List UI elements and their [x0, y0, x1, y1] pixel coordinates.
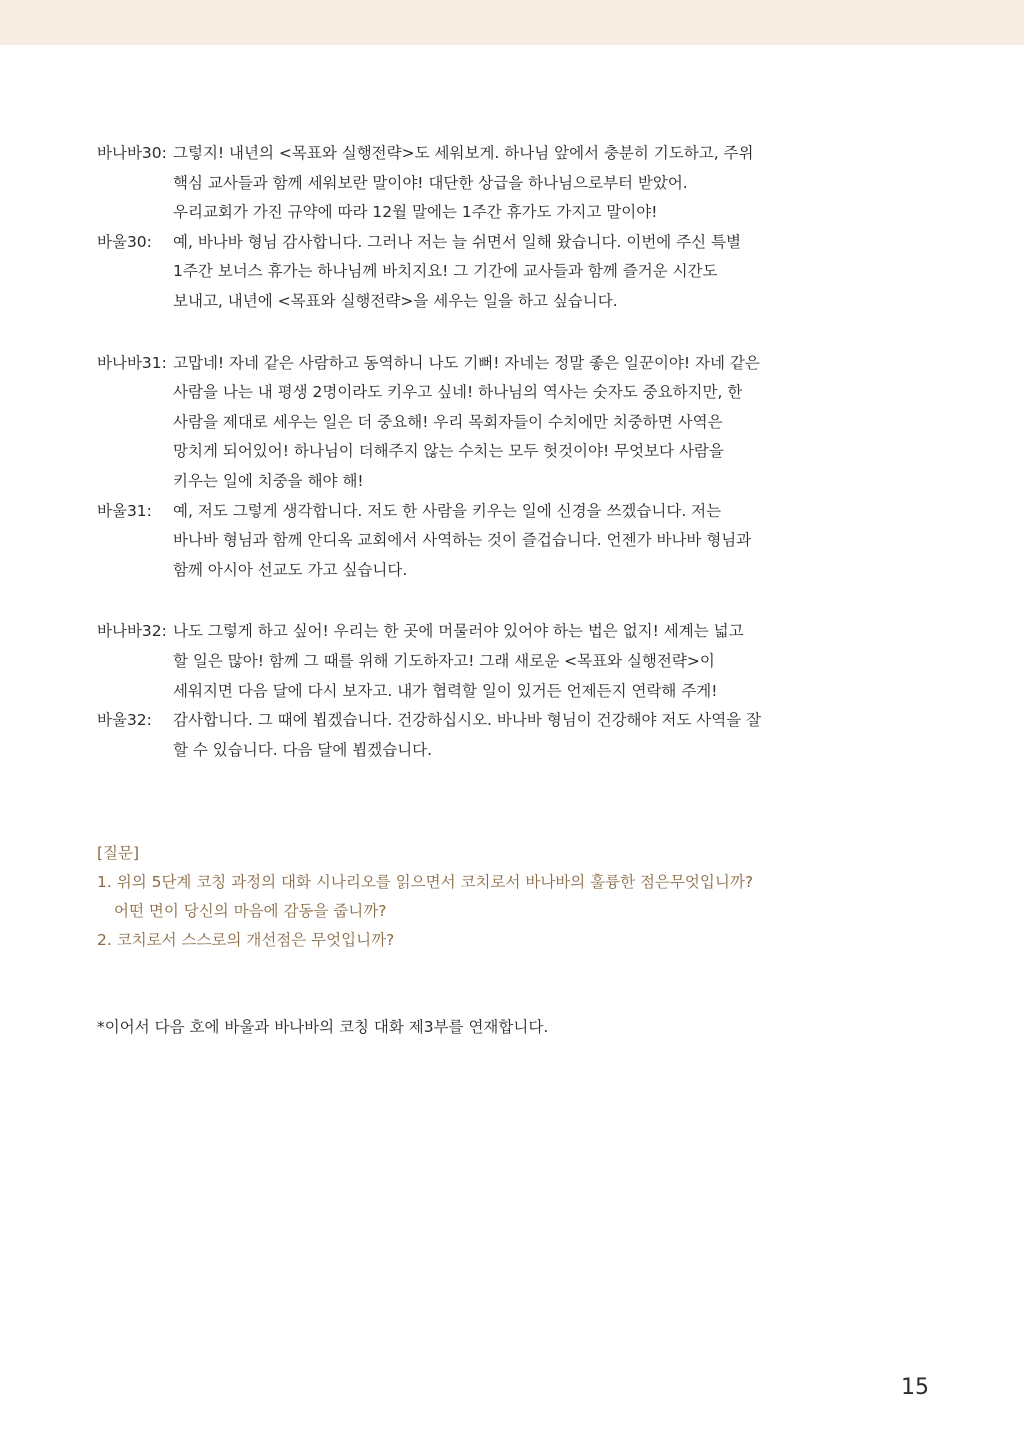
speech-line: 바나바 형님과 함께 안디옥 교회에서 사역하는 것이 즐겁습니다. 언젠가 바나바 형님과	[173, 531, 752, 550]
speech-line: 세워지면 다음 달에 다시 보자고. 내가 협력할 일이 있거든 언제든지 연락해 주게!	[173, 681, 718, 700]
dialogue-exchange-30	[97, 139, 817, 317]
speech-line: 우리교회가 가진 규약에 따라 12월 말에는 1주간 휴가도 가지고 말이야!	[173, 203, 658, 222]
dialogue-turn	[97, 139, 817, 228]
dialogue-turn	[97, 706, 817, 765]
speech-text	[173, 497, 817, 586]
speaker-label: 바나바32:	[97, 622, 167, 641]
speech-line: 망치게 되어있어! 하나님이 더해주지 않는 수치는 모두 헛것이야! 무엇보다 사람을	[173, 442, 724, 461]
question-2: 2. 코치로서 스스로의 개선점은 무엇입니까?	[97, 931, 395, 949]
speech-line: 할 수 있습니다. 다음 달에 뵙겠습니다.	[173, 740, 433, 759]
speaker-label: 바울31:	[97, 501, 152, 520]
speech-line: 고맙네! 자네 같은 사람하고 동역하니 나도 기뻐! 자네는 정말 좋은 일꾼이야! 자네 같은	[173, 353, 760, 372]
speech-line: 보내고, 내년에 <목표와 실행전략>을 세우는 일을 하고 싶습니다.	[173, 291, 618, 310]
speaker-label: 바나바31:	[97, 353, 167, 372]
speech-text	[173, 617, 817, 706]
dialogue-turn	[97, 228, 817, 317]
speech-line: 1주간 보너스 휴가는 하나님께 바치지요! 그 기간에 교사들과 함께 즐거운 시간도	[173, 262, 718, 281]
series-footnote: *이어서 다음 호에 바울과 바나바의 코칭 대화 제3부를 연재합니다.	[97, 1018, 549, 1036]
speech-line: 할 일은 많아! 함께 그 때를 위해 기도하자고! 그래 새로운 <목표와 실행전략>이	[173, 651, 715, 670]
page-number: 15	[901, 1375, 929, 1400]
speaker-label: 바울32:	[97, 711, 152, 730]
speech-text	[173, 706, 817, 765]
speech-line: 사람을 나는 내 평생 2명이라도 키우고 싶네! 하나님의 역사는 숫자도 중요하지만, 한	[173, 383, 743, 402]
speech-text	[173, 228, 817, 317]
speech-line: 사람을 제대로 세우는 일은 더 중요해! 우리 목회자들이 수치에만 치중하면 사역은	[173, 412, 723, 431]
speech-line: 키우는 일에 치중을 해야 해!	[173, 471, 364, 490]
dialogue-turn	[97, 617, 817, 706]
speech-line: 그렇지! 내년의 <목표와 실행전략>도 세워보게. 하나님 앞에서 충분히 기도하고, 주위	[173, 144, 754, 162]
dialogue-turn	[97, 497, 817, 586]
dialogue-exchange-31	[97, 349, 817, 586]
speech-line: 감사합니다. 그 때에 뵙겠습니다. 건강하십시오. 바나바 형님이 건강해야 저도 사역을 잘	[173, 711, 762, 730]
speech-line: 나도 그렇게 하고 싶어! 우리는 한 곳에 머물러야 있어야 하는 법은 없지! 세계는 넓고	[173, 622, 744, 641]
question-1: 1. 위의 5단계 코칭 과정의 대화 시나리오를 읽으면서 코치로서 바나바의 훌륭한 점은무엇입니까?	[97, 873, 754, 891]
top-color-band	[0, 0, 1024, 45]
speech-text	[173, 139, 817, 228]
dialogue-exchange-32	[97, 617, 817, 765]
questions-heading: [질문]	[97, 844, 140, 862]
dialogue-turn	[97, 349, 817, 497]
speech-line: 예, 저도 그렇게 생각합니다. 저도 한 사람을 키우는 일에 신경을 쓰겠습니다. 저는	[173, 501, 722, 520]
speech-text	[173, 349, 817, 497]
dialogue-section	[97, 139, 817, 765]
question-1-continuation: 어떤 면이 당신의 마음에 감동을 줍니까?	[114, 902, 387, 920]
speaker-label: 바울30:	[97, 232, 152, 251]
speech-line: 핵심 교사들과 함께 세워보란 말이야! 대단한 상급을 하나님으로부터 받았어.	[173, 173, 688, 192]
speaker-label: 바나바30:	[97, 144, 167, 162]
speech-line: 함께 아시아 선교도 가고 싶습니다.	[173, 560, 408, 579]
questions-section	[97, 839, 857, 955]
speech-line: 예, 바나바 형님 감사합니다. 그러나 저는 늘 쉬면서 일해 왔습니다. 이번에 주신 특별	[173, 232, 742, 251]
